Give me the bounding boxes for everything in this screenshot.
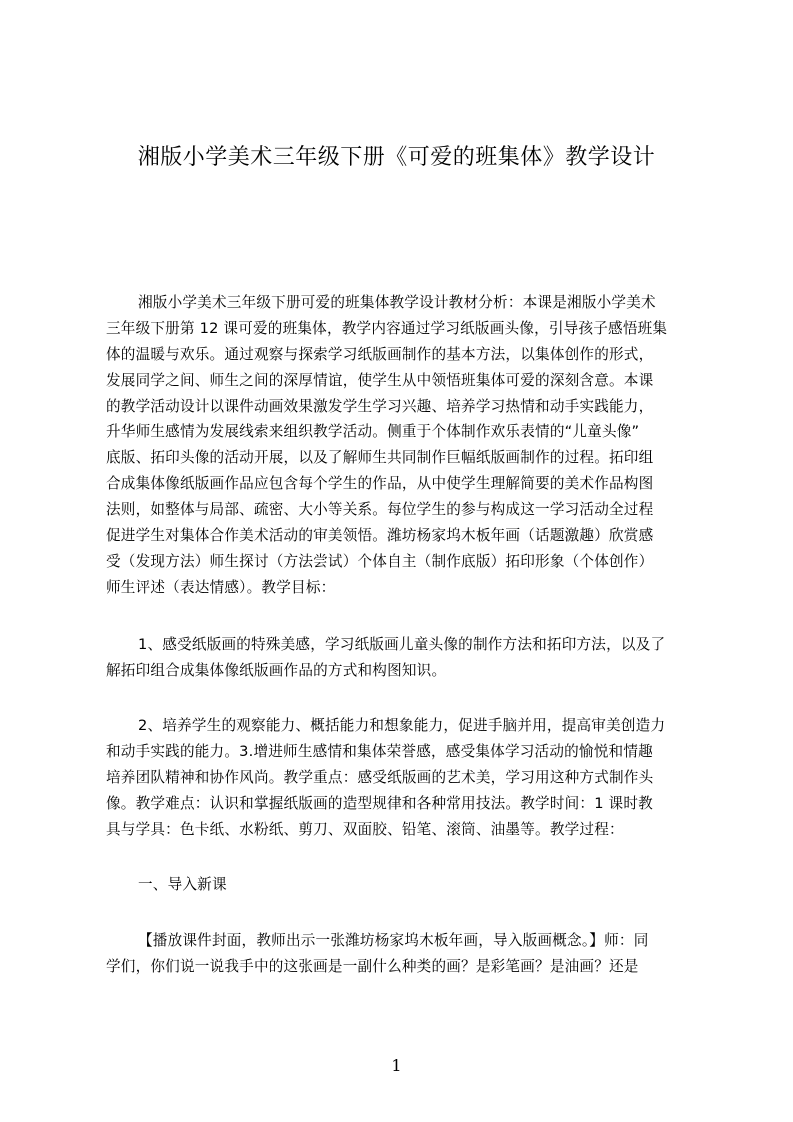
text-line: 促进学生对集体合作美术活动的审美领悟。潍坊杨家坞木板年画（话题激趣）欣赏感	[106, 527, 654, 545]
text-line: 具与学具：色卡纸、水粉纸、剪刀、双面胶、铅笔、滚筒、油墨等。教学过程：	[106, 820, 624, 838]
paragraph-goal-1	[106, 632, 698, 684]
text-line: 和动手实践的能力。3.增进师生感情和集体荣誉感，感受集体学习活动的愉悦和情趣	[106, 742, 653, 760]
text-line: 的教学活动设计以课件动画效果激发学生学习兴趣、培养学习热情和动手实践能力，	[106, 397, 654, 415]
text-line: 【播放课件封面，教师出示一张潍坊杨家坞木板年画，导入版画概念。】师：同	[138, 932, 649, 949]
paragraph-analysis	[106, 290, 698, 601]
page-number: 1	[391, 1056, 402, 1075]
paragraph-intro	[106, 928, 698, 980]
text-line: 培养团队精神和协作风尚。教学重点：感受纸版画的艺术美，学习用这种方式制作头	[106, 768, 654, 786]
text-line: 合成集体像纸版画作品应包含每个学生的作品，从中使学生理解简要的美术作品构图	[106, 475, 654, 493]
text-line: 解拓印组合成集体像纸版画作品的方式和构图知识。	[106, 661, 447, 679]
text-line: 法则，如整体与局部、疏密、大小等关系。每位学生的参与构成这一学习活动全过程	[106, 501, 654, 519]
text-line: 像。教学难点：认识和掌握纸版画的造型规律和各种常用技法。教学时间：1 课时教	[106, 794, 653, 812]
text-line: 升华师生感情为发展线索来组织教学活动。侧重于个体制作欢乐表情的“儿童头像”	[106, 423, 640, 441]
text-line: 湘版小学美术三年级下册可爱的班集体教学设计教材分析：本课是湘版小学美术	[138, 294, 656, 311]
text-line: 发展同学之间、师生之间的深厚情谊，使学生从中领悟班集体可爱的深刻含意。本课	[106, 371, 654, 389]
text-line: 底版、拓印头像的活动开展，以及了解师生共同制作巨幅纸版画制作的过程。拓印组	[106, 449, 654, 467]
text-line: 师生评述（表达情感）。教学目标：	[106, 578, 336, 596]
text-line: 一、导入新课	[138, 876, 227, 893]
text-line: 1、感受纸版画的特殊美感，学习纸版画儿童头像的制作方法和拓印方法，以及了	[138, 636, 666, 653]
text-line: 三年级下册第 12 课可爱的班集体，教学内容通过学习纸版画头像，引导孩子感悟班集	[106, 319, 668, 337]
paragraph-goal-2	[106, 713, 698, 842]
text-line: 体的温暖与欢乐。通过观察与探索学习纸版画制作的基本方法，以集体创作的形式，	[106, 345, 654, 363]
text-line: 学们，你们说一说我手中的这张画是一副什么种类的画？是彩笔画？是油画？还是	[106, 957, 639, 975]
text-line: 2、培养学生的观察能力、概括能力和想象能力，促进手脑并用，提高审美创造力	[138, 717, 666, 734]
text-line: 受（发现方法）师生探讨（方法尝试）个体自主（制作底版）拓印形象（个体创作）	[106, 552, 654, 570]
section-heading-intro	[106, 872, 698, 898]
document-title: 湘版小学美术三年级下册《可爱的班集体》教学设计	[137, 145, 656, 170]
